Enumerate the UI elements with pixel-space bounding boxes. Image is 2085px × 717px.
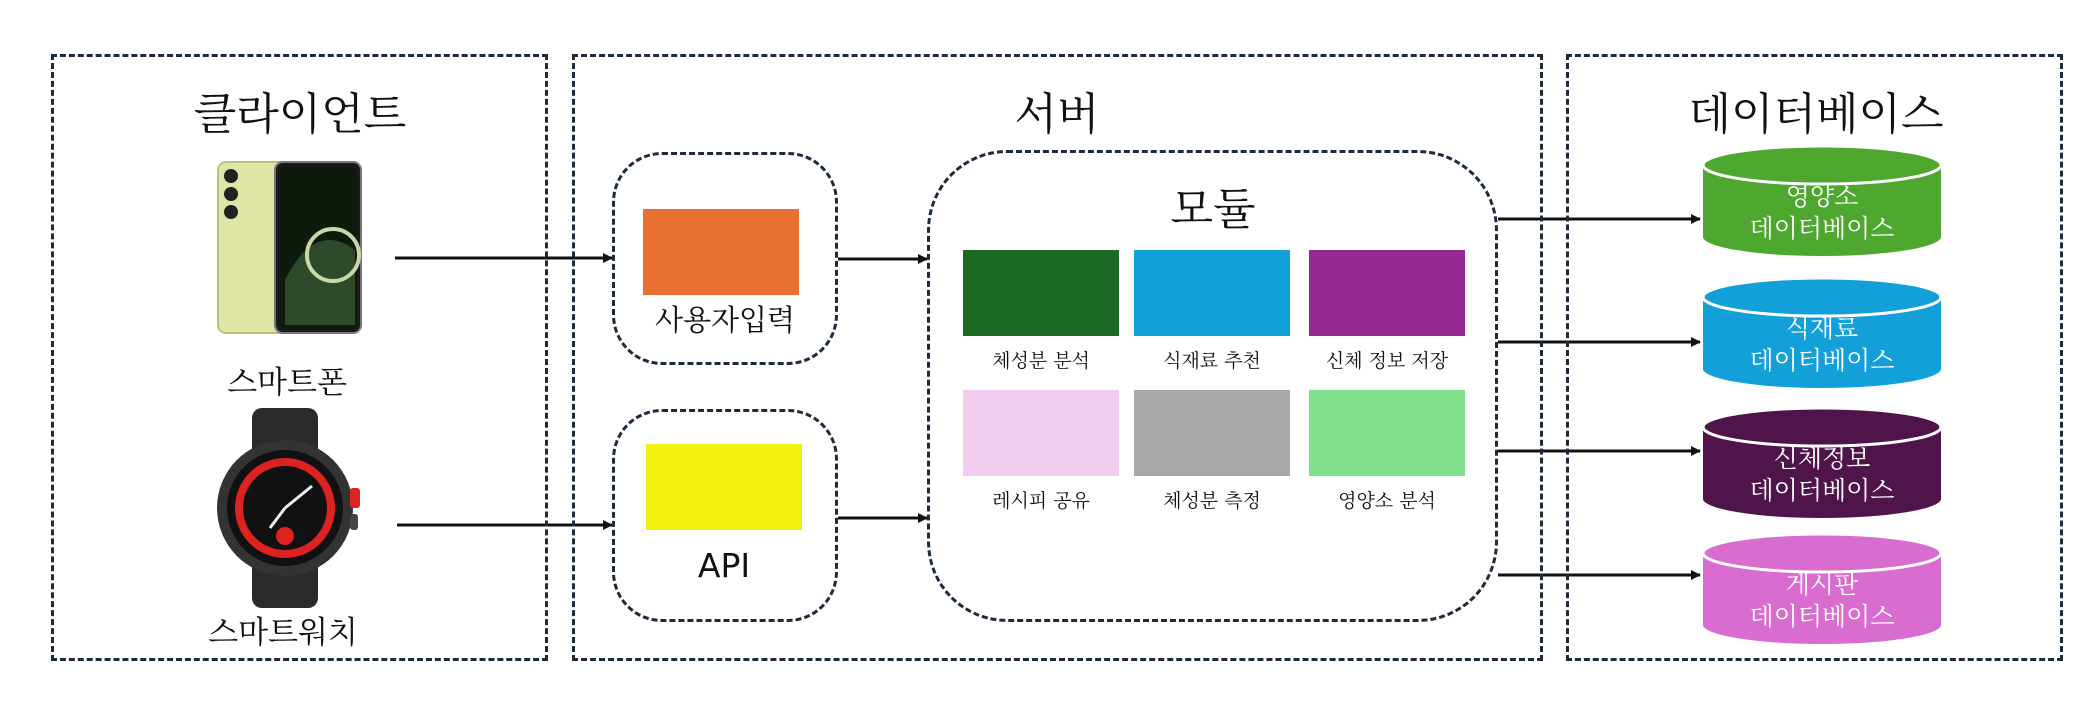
module-block-4 xyxy=(963,390,1119,476)
module-block-2 xyxy=(1134,250,1290,336)
module-label-5: 체성분 측정 xyxy=(1163,490,1261,512)
database-cylinder-4 xyxy=(1702,533,1942,645)
module-block-6 xyxy=(1309,390,1465,476)
database-name: 영양소 xyxy=(1785,182,1859,211)
module-label-3: 신체 정보 저장 xyxy=(1325,350,1449,372)
database-cylinder-2 xyxy=(1702,277,1942,389)
module-block-3 xyxy=(1309,250,1465,336)
user-input-block xyxy=(643,209,799,295)
database-type: 데이터베이스 xyxy=(1749,346,1895,375)
database-name: 게시판 xyxy=(1785,570,1859,599)
smartphone-icon xyxy=(215,160,365,335)
database-cylinder-1 xyxy=(1702,145,1942,257)
module-label-4: 레시피 공유 xyxy=(992,490,1090,512)
database-type: 데이터베이스 xyxy=(1749,476,1895,505)
database-name: 식재료 xyxy=(1785,314,1859,343)
database-label-1 xyxy=(1750,181,1895,245)
database-type: 데이터베이스 xyxy=(1749,214,1895,243)
smartwatch-label: 스마트워치 xyxy=(208,615,358,651)
database-label-3 xyxy=(1750,443,1895,507)
api-label: API xyxy=(697,546,751,585)
smartwatch-icon xyxy=(212,408,362,608)
server-title: 서버 xyxy=(1014,89,1100,140)
module-label-6: 영양소 분석 xyxy=(1338,490,1436,512)
database-cylinder-3 xyxy=(1702,407,1942,519)
database-name: 신체정보 xyxy=(1773,444,1871,473)
module-block-1 xyxy=(963,250,1119,336)
smartphone-label: 스마트폰 xyxy=(227,365,347,401)
database-title: 데이터베이스 xyxy=(1688,89,1944,140)
module-title: 모듈 xyxy=(1170,184,1256,235)
user-input-label: 사용자입력 xyxy=(654,303,796,337)
api-block xyxy=(646,444,802,530)
module-label-1: 체성분 분석 xyxy=(992,350,1090,372)
database-label-4 xyxy=(1750,569,1895,633)
database-type: 데이터베이스 xyxy=(1749,602,1895,631)
module-label-2: 식재료 추천 xyxy=(1163,350,1261,372)
database-label-2 xyxy=(1750,313,1895,377)
client-title: 클라이언트 xyxy=(193,89,407,140)
module-block-5 xyxy=(1134,390,1290,476)
